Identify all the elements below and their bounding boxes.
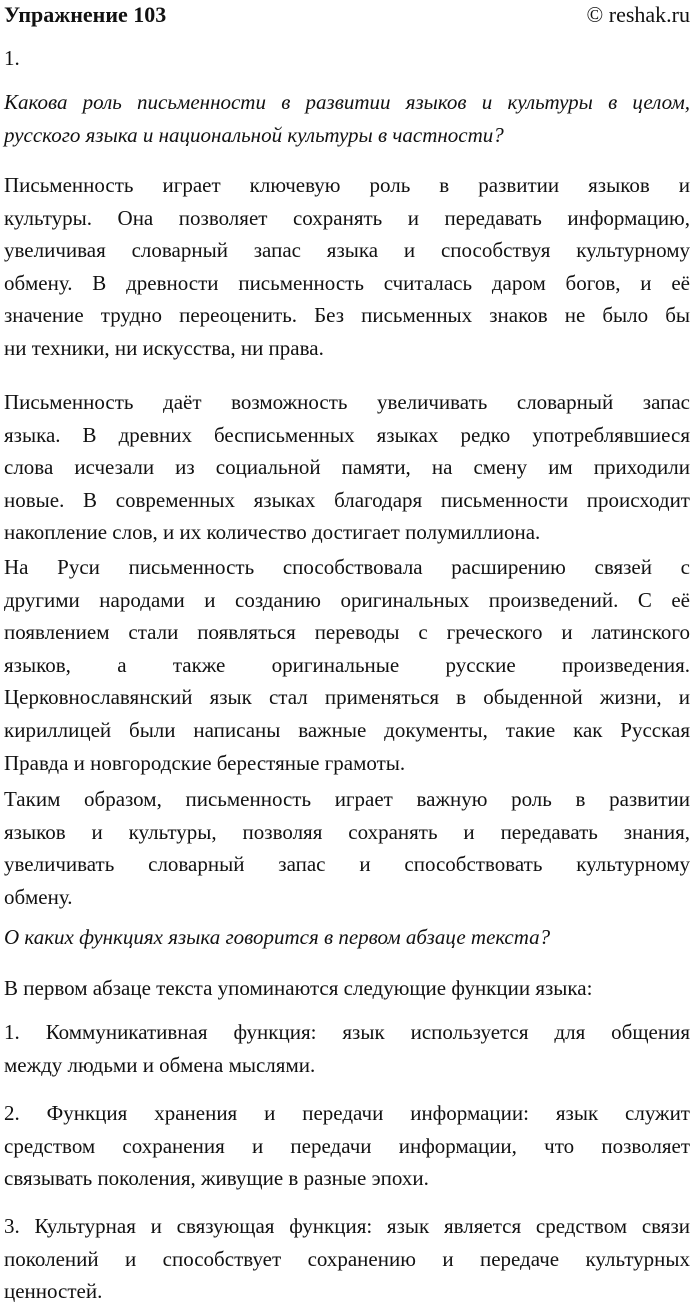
text-line: кириллицей были написаны важные документы, такие как Русская <box>4 717 690 742</box>
text-line: обмену. <box>4 884 73 909</box>
text-line: В первом абзаце текста упоминаются следующие функции языка: <box>4 976 593 1000</box>
text-line: языков, а также оригинальные русские произведения. <box>4 652 690 677</box>
text-line: языка. В древних бесписьменных языках редко употреблявшиеся <box>4 422 690 447</box>
text-line: Письменность играет ключевую роль в развитии языков и <box>4 173 690 197</box>
text-line: накопление слов, и их количество достигает полумиллиона. <box>4 520 541 545</box>
text-line: между людьми и обмена мыслями. <box>4 1052 316 1077</box>
text-line: 1. Коммуникативная функция: язык используется для общения <box>4 1020 690 1044</box>
text-line: О каких функциях языка говорится в первом абзаце текста? <box>4 925 551 949</box>
paragraph <box>4 169 690 365</box>
text-line: Церковнославянский язык стал применяться в обыденной жизни, и <box>4 685 690 710</box>
text-line: поколений и способствует сохранению и передаче культурных <box>4 1246 690 1271</box>
list-item <box>4 1210 690 1308</box>
text-line: значение трудно переоценить. Без письменных знаков не было бы <box>4 303 690 328</box>
list-item <box>4 1016 690 1081</box>
text-line: Правда и новгородские берестяные грамоты. <box>4 750 406 775</box>
text-line: ни техники, ни искусства, ни права. <box>4 335 324 360</box>
paragraph <box>4 783 690 913</box>
section-number <box>4 42 690 75</box>
text-line: 2. Функция хранения и передачи информации: язык служит <box>4 1101 690 1125</box>
page-header <box>4 0 690 30</box>
text-line: На Руси письменность способствовала расширению связей с <box>4 555 690 579</box>
text-line: новые. В современных языках благодаря письменности происходит <box>4 487 690 512</box>
list-item <box>4 1097 690 1195</box>
text-line: увеличивая словарный запас языка и способствуя культурному <box>4 238 690 263</box>
text-line: Письменность даёт возможность увеличивать словарный запас <box>4 390 690 414</box>
text-line: языков и культуры, позволяя сохранять и передавать знания, <box>4 819 690 844</box>
text-line: 1. <box>4 46 20 70</box>
exercise-title: Упражнение 103 <box>4 2 167 27</box>
question-text <box>4 86 690 151</box>
text-line: слова исчезали из социальной памяти, на смену им приходили <box>4 455 690 480</box>
text-line: Какова роль письменности в развитии языков и культуры в целом, <box>4 90 690 114</box>
text-line: другими народами и созданию оригинальных произведений. С её <box>4 587 690 612</box>
text-line: обмену. В древности письменность считалась даром богов, и её <box>4 270 690 295</box>
paragraph <box>4 972 690 1005</box>
paragraph <box>4 386 690 549</box>
copyright-label: © reshak.ru <box>586 2 690 27</box>
text-line: связывать поколения, живущие в разные эпохи. <box>4 1166 429 1191</box>
text-line: Таким образом, письменность играет важную роль в развитии <box>4 787 690 811</box>
text-line: появлением стали появляться переводы с греческого и латинского <box>4 620 690 645</box>
paragraph <box>4 551 690 779</box>
text-line: средством сохранения и передачи информации, что позволяет <box>4 1133 690 1158</box>
text-line: культуры. Она позволяет сохранять и передавать информацию, <box>4 205 690 230</box>
text-line: увеличивать словарный запас и способствовать культурному <box>4 852 690 877</box>
question-text <box>4 921 690 954</box>
text-line: 3. Культурная и связующая функция: язык является средством связи <box>4 1214 690 1238</box>
text-line: русского языка и национальной культуры в частности? <box>4 122 504 147</box>
text-line: ценностей. <box>4 1279 103 1304</box>
